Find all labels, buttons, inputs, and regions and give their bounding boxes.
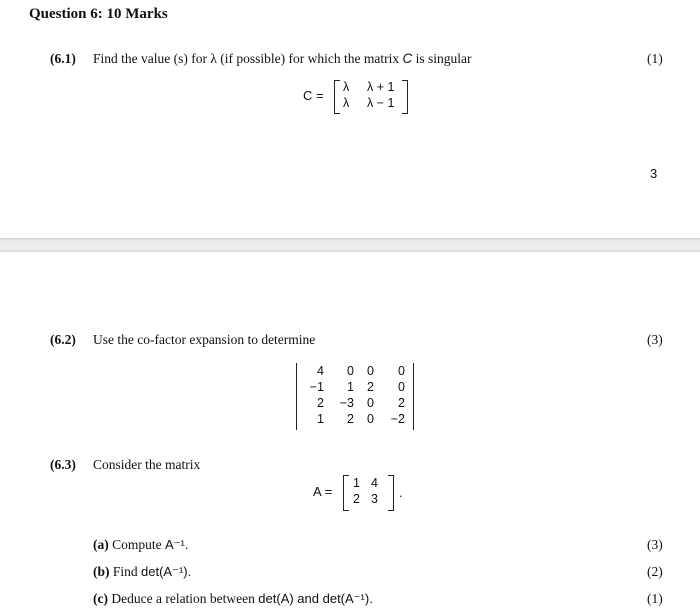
q62-marks: (3): [647, 332, 663, 347]
page-separator: [0, 238, 700, 252]
matrix-cell: 4: [371, 476, 378, 490]
matrix-cell: 3: [371, 492, 378, 506]
matrix-end-punct: .: [399, 486, 403, 500]
right-bracket: [388, 475, 394, 511]
det-cell: 0: [367, 364, 374, 378]
q63-part-c: (c) Deduce a relation between det(A) and det(A⁻¹).: [93, 591, 373, 606]
det-cell: 0: [398, 380, 405, 394]
q63-text: Consider the matrix: [93, 457, 201, 472]
q63-part-c-marks: (1): [647, 591, 663, 606]
q61-number: (6.1): [50, 51, 76, 66]
q63-part-a: (a) Compute A⁻¹.: [93, 537, 189, 552]
det-cell: −1: [309, 380, 324, 394]
det-cell: −2: [390, 412, 405, 426]
left-bracket: [334, 80, 340, 114]
right-bracket: [402, 80, 408, 114]
matrix-cell: λ + 1: [367, 80, 395, 94]
q61-text: Find the value (s) for λ (if possible) for which the matrix C is singular: [93, 51, 472, 66]
matrix-cell: 2: [353, 492, 360, 506]
det-cell: 2: [398, 396, 405, 410]
q62-text: Use the co-factor expansion to determine: [93, 332, 316, 347]
det-cell: 2: [317, 396, 324, 410]
matrix-cell: λ − 1: [367, 96, 395, 110]
q63-part-b-marks: (2): [647, 564, 663, 579]
q63-number: (6.3): [50, 457, 76, 472]
q61-lhs: C =: [303, 88, 324, 103]
det-right-bar: [413, 363, 414, 430]
matrix-cell: λ: [343, 80, 350, 94]
q61-marks: (1): [647, 51, 663, 66]
q63-part-a-marks: (3): [647, 537, 663, 552]
det-cell: 0: [347, 364, 354, 378]
det-cell: 0: [367, 412, 374, 426]
det-cell: 4: [317, 364, 324, 378]
det-cell: 1: [317, 412, 324, 426]
page-number: 3: [650, 166, 658, 181]
det-cell: 0: [398, 364, 405, 378]
left-bracket: [343, 475, 349, 511]
question-title: Question 6: 10 Marks: [29, 6, 168, 22]
det-left-bar: [296, 363, 297, 430]
det-cell: 2: [367, 380, 374, 394]
q62-number: (6.2): [50, 332, 76, 347]
matrix-cell: 1: [353, 476, 360, 490]
q63-lhs: A =: [313, 484, 333, 499]
q63-part-b: (b) Find det(A⁻¹).: [93, 564, 192, 579]
det-cell: 1: [347, 380, 354, 394]
det-cell: 0: [367, 396, 374, 410]
matrix-cell: λ: [343, 96, 350, 110]
det-cell: −3: [339, 396, 354, 410]
det-cell: 2: [347, 412, 354, 426]
